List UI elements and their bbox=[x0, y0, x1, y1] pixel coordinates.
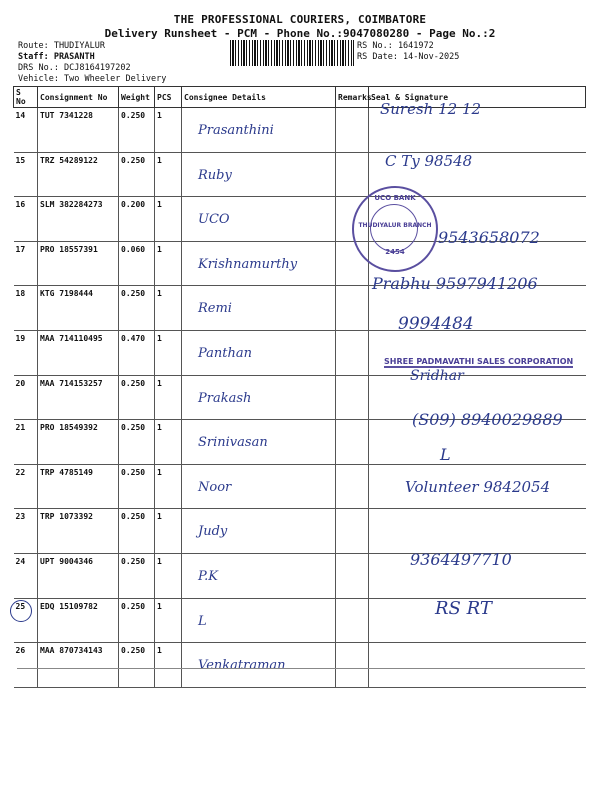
signature-row-26: RS RT bbox=[435, 598, 492, 619]
cell-sno: 15 bbox=[14, 152, 38, 197]
cell-sno: 26 bbox=[14, 643, 38, 688]
cell-consignment: TRZ 54289122 bbox=[38, 152, 119, 197]
rs-number: RS No.: 1641972 bbox=[357, 41, 434, 51]
cell-signature bbox=[369, 330, 586, 375]
cell-sno: 14 bbox=[14, 108, 38, 153]
cell-consignment: TRP 4785149 bbox=[38, 464, 119, 509]
col-pcs: PCS bbox=[155, 87, 182, 108]
cell-remarks bbox=[336, 598, 369, 643]
col-weight: Weight bbox=[119, 87, 155, 108]
cell-weight: 0.250 bbox=[119, 152, 155, 197]
runsheet-table bbox=[13, 86, 586, 688]
table-row bbox=[14, 509, 586, 554]
consignee-handwriting: Prasanthini bbox=[198, 123, 274, 138]
consignee-handwriting: Remi bbox=[198, 301, 232, 317]
cell-sno: 17 bbox=[14, 241, 38, 286]
table-header bbox=[14, 87, 586, 108]
cell-weight: 0.250 bbox=[119, 598, 155, 643]
consignee-handwriting: UCO bbox=[198, 212, 230, 228]
staff: Staff: PRASANTH bbox=[18, 52, 95, 62]
col-remarks: Remarks bbox=[336, 87, 369, 108]
corporation-stamp: SHREE PADMAVATHI SALES CORPORATION bbox=[384, 357, 574, 366]
cell-pcs: 1 bbox=[155, 330, 182, 375]
cell-remarks bbox=[336, 553, 369, 598]
table-row bbox=[14, 108, 586, 153]
vehicle: Vehicle: Two Wheeler Delivery bbox=[18, 74, 167, 84]
seal-branch: THUDIYALUR BRANCH bbox=[358, 222, 432, 229]
cell-weight: 0.250 bbox=[119, 108, 155, 153]
cell-sno: 21 bbox=[14, 420, 38, 465]
cell-signature bbox=[369, 643, 586, 688]
cell-consignment: MAA 714110495 bbox=[38, 330, 119, 375]
consignee-handwriting: Srinivasan bbox=[198, 435, 268, 451]
consignee-handwriting: Ruby bbox=[198, 167, 232, 183]
table-row bbox=[14, 598, 586, 643]
cell-weight: 0.200 bbox=[119, 197, 155, 242]
cell-sno: 16 bbox=[14, 197, 38, 242]
cell-pcs: 1 bbox=[155, 152, 182, 197]
cell-pcs: 1 bbox=[155, 464, 182, 509]
consignee-handwriting: Venkatraman bbox=[198, 658, 286, 674]
cell-pcs: 1 bbox=[155, 420, 182, 465]
cell-consignee bbox=[182, 375, 336, 420]
cell-weight: 0.250 bbox=[119, 420, 155, 465]
document-title: THE PROFESSIONAL COURIERS, COIMBATORE bbox=[173, 13, 427, 26]
cell-consignee bbox=[182, 152, 336, 197]
signature-row-24: 9364497710 bbox=[410, 550, 512, 569]
cell-remarks bbox=[336, 643, 369, 688]
cell-signature bbox=[369, 509, 586, 554]
table-row bbox=[14, 330, 586, 375]
cell-consignee bbox=[182, 509, 336, 554]
cell-weight: 0.250 bbox=[119, 643, 155, 688]
cell-weight: 0.250 bbox=[119, 464, 155, 509]
table-row bbox=[14, 152, 586, 197]
cell-remarks bbox=[336, 420, 369, 465]
cell-sno: 22 bbox=[14, 464, 38, 509]
signature-row-15: C Ty 98548 bbox=[385, 152, 473, 170]
cell-consignment: EDQ 15109782 bbox=[38, 598, 119, 643]
cell-consignment: MAA 870734143 bbox=[38, 643, 119, 688]
col-signature: Seal & Signature bbox=[369, 87, 586, 108]
cell-consignment: PRO 18549392 bbox=[38, 420, 119, 465]
consignee-handwriting: Krishnamurthy bbox=[198, 256, 298, 272]
cell-pcs: 1 bbox=[155, 375, 182, 420]
seal-code: 2454 bbox=[385, 248, 405, 256]
cell-consignment: PRO 18557391 bbox=[38, 241, 119, 286]
cell-weight: 0.060 bbox=[119, 241, 155, 286]
signature-row-21: (S09) 8940029889 bbox=[412, 410, 563, 429]
signature-row-22: L bbox=[440, 445, 451, 464]
cell-remarks bbox=[336, 286, 369, 331]
col-sno: S No bbox=[14, 87, 38, 108]
cell-remarks bbox=[336, 509, 369, 554]
cell-consignment: TRP 1073392 bbox=[38, 509, 119, 554]
cell-sno: 19 bbox=[14, 330, 38, 375]
cell-pcs: 1 bbox=[155, 643, 182, 688]
signature-row-23: Volunteer 9842054 bbox=[405, 478, 551, 496]
signature-row-19: 9994484 bbox=[398, 314, 474, 334]
cell-consignee bbox=[182, 241, 336, 286]
route: Route: THUDIYALUR bbox=[18, 41, 105, 51]
seal-bank-name: UCO BANK bbox=[374, 194, 416, 202]
signature-row-18: Prabhu 9597941206 bbox=[372, 274, 538, 293]
consignee-handwriting: Prakash bbox=[198, 390, 252, 406]
runsheet-meta-right bbox=[357, 41, 459, 63]
cell-sno: 20 bbox=[14, 375, 38, 420]
cell-remarks bbox=[336, 330, 369, 375]
col-consignment: Consignment No bbox=[38, 87, 119, 108]
cell-sno: 24 bbox=[14, 553, 38, 598]
consignee-handwriting: Panthan bbox=[198, 345, 253, 361]
signature-row-17: 9543658072 bbox=[438, 228, 540, 247]
rs-date: RS Date: 14-Nov-2025 bbox=[357, 52, 460, 62]
drs-number: DRS No.: DCJ8164197202 bbox=[18, 63, 131, 73]
cell-pcs: 1 bbox=[155, 509, 182, 554]
cell-remarks bbox=[336, 375, 369, 420]
cell-pcs: 1 bbox=[155, 286, 182, 331]
cell-consignment: UPT 9004346 bbox=[38, 553, 119, 598]
cell-consignee bbox=[182, 286, 336, 331]
runsheet-meta-left bbox=[18, 41, 166, 85]
cell-consignment: MAA 714153257 bbox=[38, 375, 119, 420]
table-row bbox=[14, 643, 586, 688]
cell-consignee bbox=[182, 330, 336, 375]
cell-pcs: 1 bbox=[155, 108, 182, 153]
signature-row-14: Suresh 12 12 bbox=[380, 100, 482, 118]
consignee-handwriting: Noor bbox=[198, 479, 232, 495]
consignee-handwriting: Judy bbox=[198, 524, 228, 540]
cell-consignee bbox=[182, 420, 336, 465]
cell-weight: 0.470 bbox=[119, 330, 155, 375]
consignee-handwriting: P.K bbox=[198, 568, 218, 584]
cell-sno: 25 bbox=[14, 598, 38, 643]
cell-consignee bbox=[182, 197, 336, 242]
bank-seal-stamp bbox=[352, 186, 438, 272]
col-consignee: Consignee Details bbox=[182, 87, 336, 108]
cell-sno: 23 bbox=[14, 509, 38, 554]
cell-consignee bbox=[182, 598, 336, 643]
cell-consignee bbox=[182, 464, 336, 509]
cell-weight: 0.250 bbox=[119, 509, 155, 554]
cell-consignment: TUT 7341228 bbox=[38, 108, 119, 153]
cell-consignment: KTG 7198444 bbox=[38, 286, 119, 331]
cell-consignee bbox=[182, 643, 336, 688]
cell-weight: 0.250 bbox=[119, 286, 155, 331]
cell-sno: 18 bbox=[14, 286, 38, 331]
cell-pcs: 1 bbox=[155, 553, 182, 598]
document-subtitle: Delivery Runsheet - PCM - Phone No.:9047080280 - Page No.:2 bbox=[104, 27, 496, 40]
consignee-handwriting: L bbox=[198, 613, 207, 629]
handwritten-circle-mark bbox=[10, 600, 32, 622]
barcode-image bbox=[230, 40, 354, 66]
cell-consignment: SLM 382284273 bbox=[38, 197, 119, 242]
cell-pcs: 1 bbox=[155, 241, 182, 286]
cell-consignee bbox=[182, 553, 336, 598]
table-bottom-rule bbox=[17, 668, 585, 669]
cell-pcs: 1 bbox=[155, 197, 182, 242]
cell-remarks bbox=[336, 464, 369, 509]
cell-remarks bbox=[336, 152, 369, 197]
cell-weight: 0.250 bbox=[119, 375, 155, 420]
cell-consignee bbox=[182, 108, 336, 153]
signature-row-20: Sridhar bbox=[410, 368, 464, 384]
cell-weight: 0.250 bbox=[119, 553, 155, 598]
cell-pcs: 1 bbox=[155, 598, 182, 643]
cell-remarks bbox=[336, 108, 369, 153]
